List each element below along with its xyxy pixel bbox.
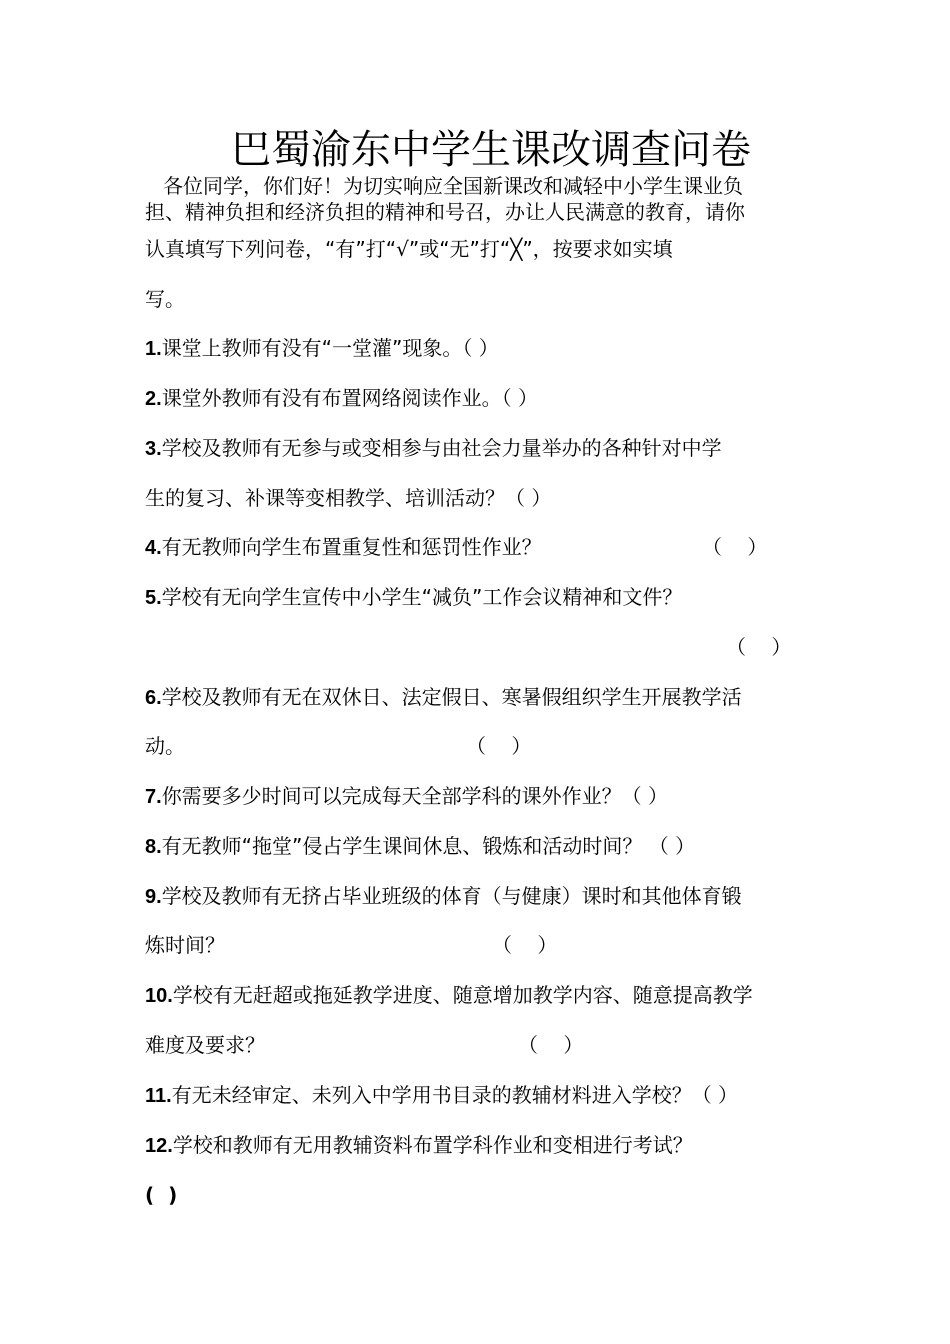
question-number: 6. bbox=[145, 687, 162, 709]
question-text: 有无教师向学生布置重复性和惩罚性作业？ bbox=[161, 535, 542, 559]
question-text: 课堂上教师有没有“一堂灌”现象。（ ） bbox=[161, 336, 499, 360]
answer-parentheses[interactable]: ( ) bbox=[145, 1183, 178, 1207]
question-text: 学校及教师有无在双休日、法定假日、寒暑假组织学生开展教学活 bbox=[161, 685, 742, 709]
intro-line-2: 担、精神负担和经济负担的精神和号召，办让人民满意的教育，请你 bbox=[145, 200, 745, 224]
question-number: 7. bbox=[145, 786, 162, 808]
question-text: 有无未经审定、未列入中学用书目录的教辅材料进入学校？（ ） bbox=[171, 1083, 739, 1107]
answer-parentheses[interactable]: （ ） bbox=[518, 1033, 584, 1057]
intro-line-3: 认真填写下列问卷，“有”打“√”或“无”打“╳”，按要求如实填 bbox=[145, 237, 673, 261]
question-number: 9. bbox=[145, 886, 162, 908]
question-text: 你需要多少时间可以完成每天全部学科的课外作业？（ ） bbox=[161, 784, 669, 808]
question-9 bbox=[145, 881, 810, 912]
question-text: 学校和教师有无用教辅资料布置学科作业和变相进行考试？ bbox=[172, 1133, 693, 1157]
question-number: 11. bbox=[145, 1085, 172, 1107]
question-number: 2. bbox=[145, 388, 162, 410]
question-number: 8. bbox=[145, 836, 162, 858]
question-12 bbox=[145, 1130, 810, 1161]
question-number: 4. bbox=[145, 537, 162, 559]
question-number: 12. bbox=[145, 1135, 173, 1157]
question-8 bbox=[145, 831, 810, 862]
question-3 bbox=[145, 433, 810, 464]
question-10 bbox=[145, 980, 810, 1011]
question-number: 10. bbox=[145, 985, 173, 1007]
question-number: 1. bbox=[145, 338, 162, 360]
question-text: 课堂外教师有没有布置网络阅读作业。（ ） bbox=[161, 386, 539, 410]
intro-line-1: 各位同学，你们好！为切实响应全国新课改和减轻中小学生课业负 bbox=[163, 174, 743, 198]
intro-line-4: 写。 bbox=[145, 287, 185, 311]
answer-parentheses[interactable]: （ ） bbox=[492, 933, 558, 957]
question-text: 学校及教师有无挤占毕业班级的体育（与健康）课时和其他体育锻 bbox=[161, 884, 742, 908]
question-5 bbox=[145, 582, 810, 613]
answer-parentheses[interactable]: （ ） bbox=[702, 535, 768, 559]
question-number: 3. bbox=[145, 438, 162, 460]
question-6-continued: 动。 bbox=[145, 734, 185, 758]
question-7 bbox=[145, 781, 810, 812]
question-10-continued: 难度及要求？ bbox=[145, 1033, 265, 1057]
question-text: 学校及教师有无参与或变相参与由社会力量举办的各种针对中学 bbox=[161, 436, 722, 460]
answer-parentheses[interactable]: （ ） bbox=[726, 635, 792, 659]
survey-title: 巴蜀渝东中学生课改调查问卷 bbox=[231, 127, 751, 173]
question-text: 学校有无赶超或拖延教学进度、随意增加教学内容、随意提高教学 bbox=[172, 983, 753, 1007]
question-6 bbox=[145, 682, 810, 713]
question-11 bbox=[145, 1080, 810, 1111]
question-number: 5. bbox=[145, 587, 162, 609]
question-1 bbox=[145, 333, 810, 364]
question-9-continued: 炼时间？ bbox=[145, 933, 225, 957]
question-3-continued: 生的复习、补课等变相教学、培训活动？（ ） bbox=[145, 486, 552, 510]
question-text: 有无教师“拖堂”侵占学生课间休息、锻炼和活动时间？ （ ） bbox=[161, 834, 696, 858]
question-text: 学校有无向学生宣传中小学生“减负”工作会议精神和文件？ bbox=[161, 585, 683, 609]
answer-parentheses[interactable]: （ ） bbox=[466, 734, 532, 758]
question-2 bbox=[145, 383, 810, 414]
